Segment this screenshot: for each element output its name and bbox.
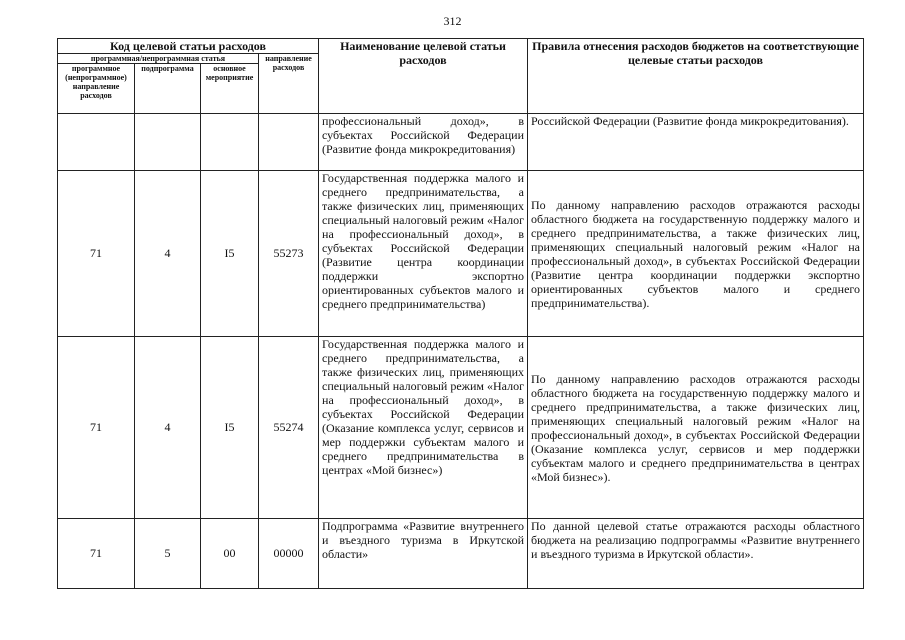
program-group-header: программная/непрограммная статья — [58, 54, 259, 64]
expense-direction-cell: 55274 — [259, 337, 319, 519]
subprogram-cell — [135, 114, 201, 171]
name-column-header: Наименование целевой статьи расходов — [319, 39, 528, 114]
name-cell: Государственная поддержка малого и среднего предпринимательства, а также физических лиц, применяющих специальный налоговый режим «Налог на профессиональный доход», в субъектах Российской Федерации (Развитие центра координации поддержки экспортно ориентированных субъектов малого и среднего предпринимательства) — [319, 171, 528, 337]
rule-cell: По данному направлению расходов отражаются расходы областного бюджета на государственную поддержку малого и среднего предпринимательства, а также физических лиц, применяющих специальный налоговый режим «Налог на профессиональный доход», в субъектах Российской Федерации (Оказание комплекса услуг, сервисов и мер поддержки субъектам малого и среднего предпринимательства в центрах «Мой бизнес»). — [528, 337, 864, 519]
subprogram-cell: 4 — [135, 171, 201, 337]
rule-cell: Российской Федерации (Развитие фонда микрокредитования). — [528, 114, 864, 171]
program-direction-cell — [58, 114, 135, 171]
expense-direction-cell: 00000 — [259, 519, 319, 589]
table-row — [58, 519, 864, 589]
expense-direction-cell: 55273 — [259, 171, 319, 337]
main-event-cell: I5 — [201, 171, 259, 337]
expense-direction-header: направление расходов — [259, 54, 319, 114]
main-event-cell — [201, 114, 259, 171]
subprogram-cell: 5 — [135, 519, 201, 589]
rule-cell: По данному направлению расходов отражаются расходы областного бюджета на государственную поддержку малого и среднего предпринимательства, а также физических лиц, применяющих специальный налоговый режим «Налог на профессиональный доход», в субъектах Российской Федерации (Развитие центра координации поддержки экспортно ориентированных субъектов малого и среднего предпринимательства). — [528, 171, 864, 337]
name-cell: профессиональный доход», в субъектах Российской Федерации (Развитие фонда микрокредитования) — [319, 114, 528, 171]
budget-table — [57, 38, 864, 589]
subprogram-cell: 4 — [135, 337, 201, 519]
main-event-cell: I5 — [201, 337, 259, 519]
program-direction-cell: 71 — [58, 171, 135, 337]
table-row — [58, 171, 864, 337]
table-row — [58, 114, 864, 171]
name-cell: Подпрограмма «Развитие внутреннего и въездного туризма в Иркутской области» — [319, 519, 528, 589]
main-event-header: основное мероприятие — [201, 64, 259, 114]
subprogram-header: подпрограмма — [135, 64, 201, 114]
page-number: 312 — [443, 14, 462, 28]
expense-direction-cell — [259, 114, 319, 171]
name-cell: Государственная поддержка малого и среднего предпринимательства, а также физических лиц, применяющих специальный налоговый режим «Налог на профессиональный доход», в субъектах Российской Федерации (Оказание комплекса услуг, сервисов и мер поддержки субъектам малого и среднего предпринимательства в центрах «Мой бизнес») — [319, 337, 528, 519]
program-direction-header: программное (непрограммное) направление расходов — [58, 64, 135, 114]
main-event-cell: 00 — [201, 519, 259, 589]
table-row — [58, 337, 864, 519]
rule-cell: По данной целевой статье отражаются расходы областного бюджета на реализацию подпрограммы «Развитие внутреннего и въездного туризма в Иркутской области». — [528, 519, 864, 589]
header-row-1 — [58, 39, 864, 54]
code-group-header: Код целевой статьи расходов — [58, 39, 319, 54]
program-direction-cell: 71 — [58, 519, 135, 589]
rules-column-header: Правила отнесения расходов бюджетов на соответствующие целевые статьи расходов — [528, 39, 864, 114]
program-direction-cell: 71 — [58, 337, 135, 519]
